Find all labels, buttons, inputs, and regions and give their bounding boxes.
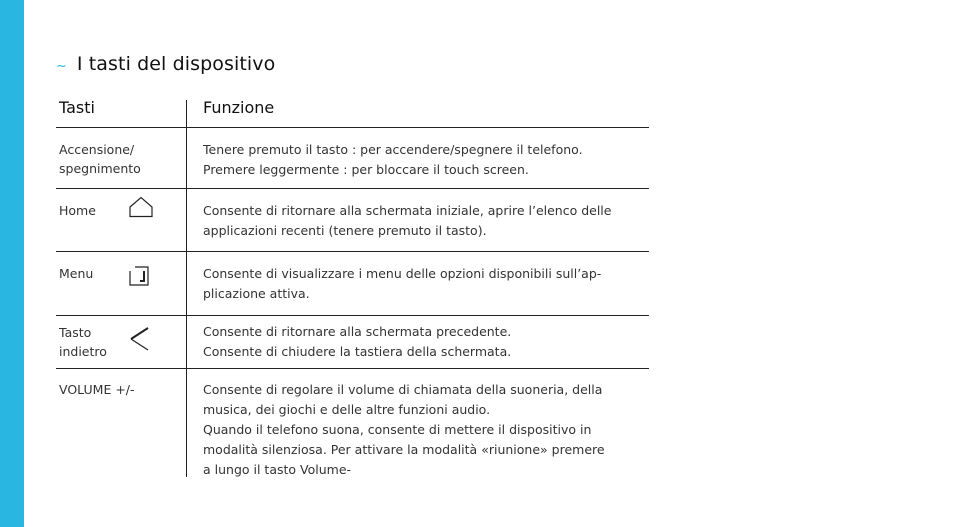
- desc-line: plicazione attiva.: [203, 286, 310, 301]
- row-key: [59, 323, 107, 361]
- desc-line: Tenere premuto il tasto : per accendere/spegnere il telefono.: [203, 142, 583, 157]
- menu-icon: [128, 265, 150, 287]
- desc-line: applicazioni recenti (tenere premuto il tasto).: [203, 223, 487, 238]
- section-marker: ~: [56, 59, 67, 74]
- desc-line: Consente di ritornare alla schermata iniziale, aprire l’elenco delle: [203, 203, 612, 218]
- desc-line: Consente di visualizzare i menu delle opzioni disponibili sull’ap-: [203, 266, 602, 281]
- key-line: Menu: [59, 266, 94, 281]
- key-line: Home: [59, 203, 96, 218]
- header-function: Funzione: [203, 98, 275, 117]
- table-row: [56, 316, 649, 369]
- section-title: I tasti del dispositivo: [76, 53, 276, 75]
- table-row: [56, 189, 649, 252]
- column-divider: [186, 100, 187, 477]
- key-line: Tasto: [59, 325, 92, 340]
- table-header: [56, 96, 649, 128]
- key-line: Accensione/: [59, 142, 135, 157]
- row-key: [59, 264, 93, 283]
- table-row: [56, 369, 649, 481]
- desc-line: Consente di regolare il volume di chiamata della suoneria, della: [203, 382, 603, 397]
- row-description: [203, 322, 651, 362]
- side-accent-bar: [0, 0, 24, 527]
- desc-line: modalità silenziosa. Per attivare la modalità «riunione» premere: [203, 442, 605, 457]
- keys-table: [56, 96, 649, 481]
- table-row: [56, 252, 649, 316]
- row-description: [203, 264, 651, 304]
- desc-line: Premere leggermente : per bloccare il touch screen.: [203, 162, 529, 177]
- key-line: VOLUME +/-: [59, 382, 135, 397]
- row-key: [59, 201, 96, 220]
- desc-line: musica, dei giochi e delle altre funzioni audio.: [203, 402, 491, 417]
- row-description: [203, 380, 651, 480]
- row-key: [59, 140, 141, 178]
- section-heading: [56, 53, 275, 75]
- header-keys: Tasti: [59, 98, 95, 117]
- key-line: spegnimento: [59, 161, 141, 176]
- desc-line: Consente di chiudere la tastiera della schermata.: [203, 344, 512, 359]
- table-row: [56, 128, 649, 189]
- row-description: [203, 201, 651, 241]
- desc-line: Quando il telefono suona, consente di mettere il dispositivo in: [203, 422, 592, 437]
- row-key: [59, 380, 135, 399]
- key-line: indietro: [59, 344, 107, 359]
- desc-line: a lungo il tasto Volume-: [203, 462, 352, 477]
- row-description: [203, 140, 651, 180]
- back-icon: [128, 326, 152, 352]
- desc-line: Consente di ritornare alla schermata precedente.: [203, 324, 512, 339]
- home-icon: [128, 196, 154, 218]
